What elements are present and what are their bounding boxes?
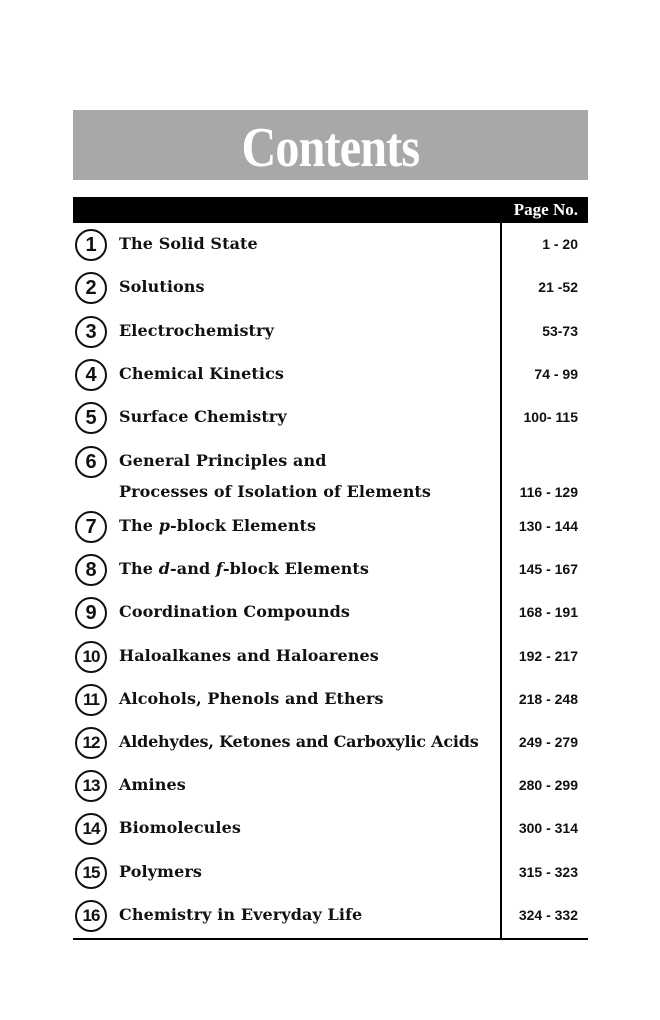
chapter-number-badge: 10 bbox=[75, 641, 107, 673]
chapter-title: Solutions bbox=[119, 277, 205, 296]
toc-entry[interactable] bbox=[73, 597, 588, 635]
page-range: 249 - 279 bbox=[518, 734, 578, 750]
toc-entry[interactable] bbox=[73, 554, 588, 592]
toc-entry[interactable] bbox=[73, 316, 588, 354]
page-range: 53-73 bbox=[542, 323, 578, 339]
toc-entry[interactable] bbox=[73, 857, 588, 895]
table-header-bar bbox=[73, 197, 588, 223]
chapter-title: Coordination Compounds bbox=[119, 602, 350, 621]
chapter-title: Aldehydes, Ketones and Carboxylic Acids bbox=[119, 732, 479, 751]
chapter-title bbox=[119, 559, 369, 578]
chapter-title bbox=[119, 516, 316, 535]
page-range: 324 - 332 bbox=[518, 907, 578, 923]
chapter-number-badge: 16 bbox=[75, 900, 107, 932]
title-italic-part: f bbox=[215, 559, 223, 578]
toc-entry[interactable] bbox=[73, 641, 588, 679]
bottom-rule bbox=[73, 938, 588, 940]
page-range: 74 - 99 bbox=[534, 366, 578, 382]
chapter-number-badge: 1 bbox=[75, 229, 107, 261]
page-range: 280 - 299 bbox=[518, 777, 578, 793]
chapter-title: Chemical Kinetics bbox=[119, 364, 285, 383]
toc-entry[interactable] bbox=[73, 900, 588, 938]
chapter-number-badge: 3 bbox=[75, 316, 107, 348]
title-part: The bbox=[119, 559, 159, 578]
chapter-title: Electrochemistry bbox=[119, 321, 274, 340]
toc-entry[interactable] bbox=[73, 727, 588, 765]
title-part: -block Elements bbox=[170, 516, 317, 535]
chapter-number-badge: 12 bbox=[75, 727, 107, 759]
chapter-title: Surface Chemistry bbox=[119, 407, 287, 426]
chapter-number-badge: 9 bbox=[75, 597, 107, 629]
chapter-title-line1: General Principles and bbox=[119, 451, 327, 470]
page-range: 116 - 129 bbox=[519, 484, 578, 500]
chapter-title: Alcohols, Phenols and Ethers bbox=[119, 689, 384, 708]
page-title: Contents bbox=[241, 117, 420, 179]
page-range: 168 - 191 bbox=[518, 604, 578, 620]
page-no-header: Page No. bbox=[513, 200, 578, 219]
toc-entry[interactable] bbox=[73, 446, 588, 510]
chapter-title-line2: Processes of Isolation of Elements bbox=[119, 482, 432, 501]
chapter-number-badge: 8 bbox=[75, 554, 107, 586]
page-range: 315 - 323 bbox=[518, 864, 578, 880]
contents-banner bbox=[73, 110, 588, 180]
toc-entry[interactable] bbox=[73, 813, 588, 851]
page-range: 145 - 167 bbox=[518, 561, 578, 577]
page-range: 130 - 144 bbox=[518, 518, 578, 534]
toc-entry[interactable] bbox=[73, 770, 588, 808]
toc-entry[interactable] bbox=[73, 359, 588, 397]
page-range: 100- 115 bbox=[523, 409, 578, 425]
chapter-number-badge: 2 bbox=[75, 272, 107, 304]
chapter-title: The Solid State bbox=[119, 234, 258, 253]
toc-entry[interactable] bbox=[73, 684, 588, 722]
page-range: 21 -52 bbox=[538, 279, 578, 295]
chapter-number-badge: 7 bbox=[75, 511, 107, 543]
chapter-title: Biomolecules bbox=[119, 818, 241, 837]
chapter-number-badge: 15 bbox=[75, 857, 107, 889]
chapter-number-badge: 14 bbox=[75, 813, 107, 845]
title-part: -block Elements bbox=[222, 559, 369, 578]
chapter-number-badge: 11 bbox=[75, 684, 107, 716]
title-italic-part: d bbox=[158, 559, 170, 578]
chapter-title: Amines bbox=[119, 775, 186, 794]
toc-entry[interactable] bbox=[73, 272, 588, 310]
title-italic-part: p bbox=[158, 516, 170, 535]
toc-entry[interactable] bbox=[73, 511, 588, 549]
page-range: 218 - 248 bbox=[518, 691, 578, 707]
chapter-title: Chemistry in Everyday Life bbox=[119, 905, 363, 924]
title-part: -and bbox=[170, 559, 216, 578]
chapter-number-badge: 4 bbox=[75, 359, 107, 391]
chapter-number-badge: 6 bbox=[75, 446, 107, 478]
page-range: 192 - 217 bbox=[518, 648, 578, 664]
toc-entry[interactable] bbox=[73, 402, 588, 440]
chapter-title: Haloalkanes and Haloarenes bbox=[119, 646, 379, 665]
title-part: The bbox=[119, 516, 159, 535]
page-range: 300 - 314 bbox=[518, 820, 578, 836]
chapter-title: Polymers bbox=[119, 862, 202, 881]
page-range: 1 - 20 bbox=[542, 236, 578, 252]
toc-entry[interactable] bbox=[73, 229, 588, 267]
chapter-number-badge: 5 bbox=[75, 402, 107, 434]
chapter-number-badge: 13 bbox=[75, 770, 107, 802]
